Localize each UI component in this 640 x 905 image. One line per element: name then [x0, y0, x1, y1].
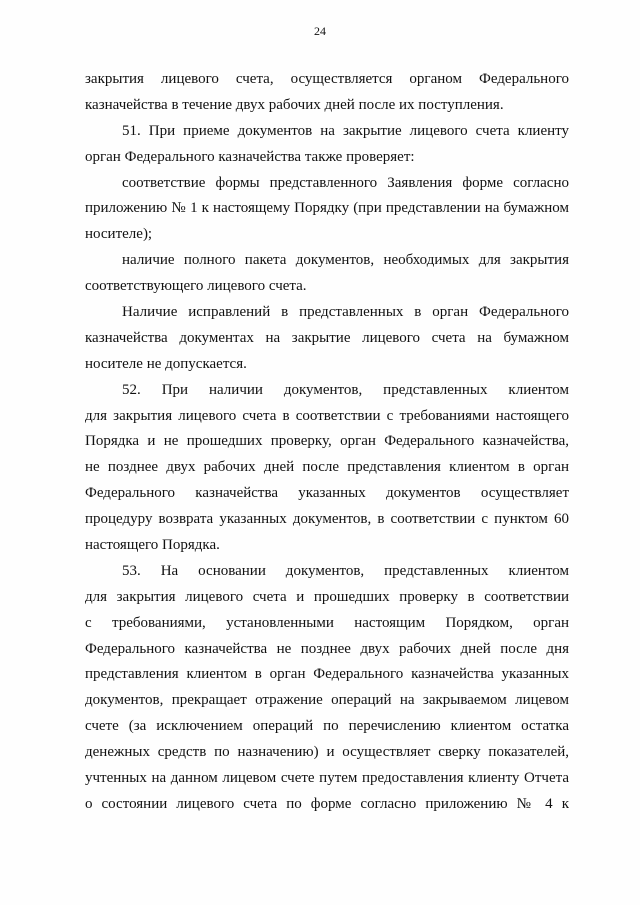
page-number: 24 [314, 24, 326, 38]
text-line: о состоянии лицевого счета по форме согласно приложению № 4 к [85, 795, 569, 812]
text-line: Наличие исправлений в представленных в орган Федерального [122, 304, 569, 321]
text-line: документов, прекращает отражение операций на закрываемом лицевом [85, 692, 569, 709]
text-line: Федерального казначейства не позднее двух рабочих дней после дня [85, 640, 569, 657]
text-line: приложению № 1 к настоящему Порядку (при представлении на бумажном [85, 200, 569, 217]
text-line: для закрытия лицевого счета и прошедших проверку в соответствии [85, 588, 569, 605]
text-line: носителе не допускается. [85, 355, 247, 372]
text-line: настоящего Порядка. [85, 537, 220, 554]
text-line: орган Федерального казначейства также проверяет: [85, 148, 415, 165]
text-line: Федерального казначейства указанных документов осуществляет [85, 485, 569, 502]
text-line: наличие полного пакета документов, необходимых для закрытия [122, 252, 569, 269]
text-line: представления клиентом в орган Федерального казначейства указанных [85, 666, 569, 683]
text-line: счете (за исключением операций по перечислению клиентом остатка [85, 718, 569, 735]
text-line: учтенных на данном лицевом счете путем предоставления клиенту Отчета [85, 770, 569, 787]
text-line: носителе); [85, 226, 153, 243]
document-body [85, 67, 569, 818]
text-line: соответствующего лицевого счета. [85, 278, 307, 295]
text-line: 52. При наличии документов, представленных клиентом [122, 381, 569, 398]
text-line: не позднее двух рабочих дней после представления клиентом в орган [85, 459, 569, 476]
text-line: Порядка и не прошедших проверку, орган Федерального казначейства, [85, 433, 569, 450]
text-line: закрытия лицевого счета, осуществляется органом Федерального [85, 71, 569, 87]
text-line: 51. При приеме документов на закрытие лицевого счета клиенту [122, 122, 569, 139]
text-line: соответствие формы представленного Заявления форме согласно [122, 174, 569, 191]
text-line: с требованиями, установленными настоящим Порядком, орган [85, 614, 569, 631]
text-line: 53. На основании документов, представленных клиентом [122, 562, 569, 579]
text-line: для закрытия лицевого счета в соответствии с требованиями настоящего [85, 407, 569, 424]
text-line: процедуру возврата указанных документов, в соответствии с пунктом 60 [85, 511, 569, 528]
text-line: казначейства в течение двух рабочих дней после их поступления. [85, 96, 504, 113]
text-line: казначейства документах на закрытие лицевого счета на бумажном [85, 329, 569, 346]
text-line: денежных средств по назначению) и осуществляет сверку показателей, [85, 744, 569, 761]
